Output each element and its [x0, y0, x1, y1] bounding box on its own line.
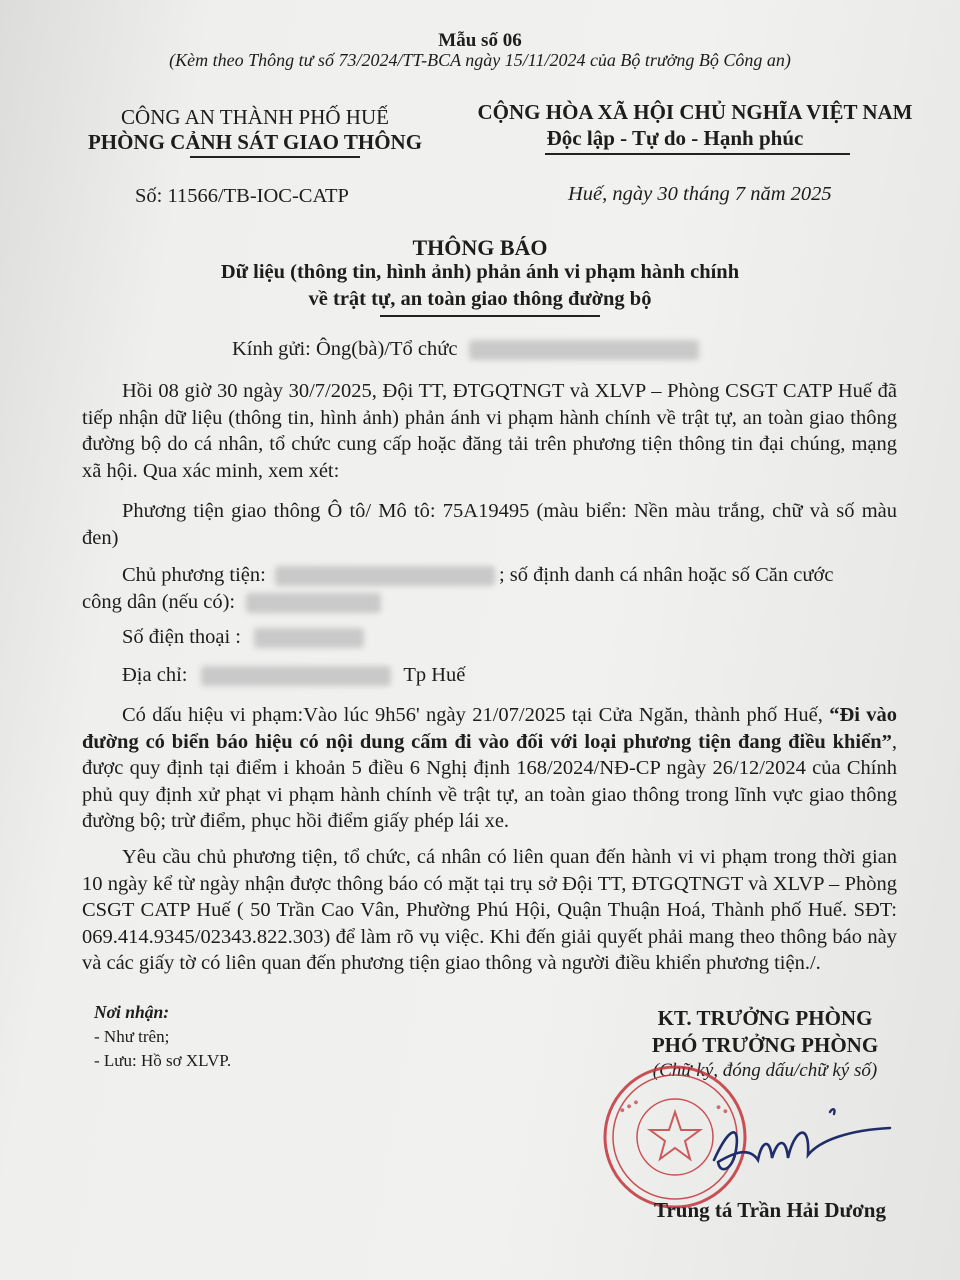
issuer-line1: CÔNG AN THÀNH PHỐ HUẾ — [121, 105, 389, 129]
place-date: Huế, ngày 30 tháng 7 năm 2025 — [568, 183, 832, 205]
address-city: Tp Huế — [403, 664, 466, 686]
owner-label: Chủ phương tiện: — [122, 564, 266, 586]
request-paragraph: Yêu cầu chủ phương tiện, tổ chức, cá nhân có liên quan đến hành vi vi phạm trong thời gian 10 ngày kể từ ngày nhận được thông báo có mặt tại trụ sở Đội TT, ĐTGQTNGT và XLVP – Phòng CSGT CATP Huế ( 50 Trần Cao Vân, Phường Phú Hội, Quận Thuận Hoá, Thành phố Huế. SĐT: 069.414.9345/02343.822.303) để làm rõ vụ việc. Khi đến giải quyết phải mang theo thông báo này và các giấy tờ có liên quan đến phương tiện giao thông và người điều khiển phương tiện./. — [82, 846, 897, 974]
recipient-line — [232, 336, 699, 362]
issuer-line2: PHÒNG CẢNH SÁT GIAO THÔNG — [87, 130, 423, 154]
phone-label: Số điện thoại : — [122, 626, 242, 648]
recipients-item-2: - Lưu: Hồ sơ XLVP. — [94, 1051, 232, 1070]
signature-title-1: KT. TRƯỞNG PHÒNG — [657, 1006, 873, 1030]
document-number: Số: 11566/TB-IOC-CATP — [135, 185, 349, 207]
owner-id-label: ; số định danh cá nhân hoặc số Căn cước — [498, 564, 834, 586]
title-underline — [380, 315, 600, 317]
national-motto: Độc lập - Tự do - Hạnh phúc — [546, 126, 804, 150]
recipient-label: Kính gửi: Ông(bà)/Tổ chức — [232, 338, 458, 360]
recipients-title: Nơi nhận: — [94, 1002, 170, 1022]
form-reference: (Kèm theo Thông tư số 73/2024/TT-BCA ngày 15/11/2024 của Bộ trưởng Bộ Công an) — [169, 50, 791, 70]
signatory-name: Trung tá Trần Hải Dương — [654, 1198, 886, 1222]
violation-paragraph — [82, 702, 897, 835]
redacted-phone — [254, 628, 364, 648]
owner-id-label2: công dân (nếu có): — [82, 591, 236, 613]
document-title: THÔNG BÁO — [412, 235, 548, 260]
issuer-underline — [190, 156, 360, 158]
motto-underline — [545, 153, 850, 155]
signature-title-2: PHÓ TRƯỞNG PHÒNG — [651, 1033, 879, 1057]
redacted-recipient — [469, 340, 699, 360]
phone-line — [122, 624, 364, 650]
address-line — [122, 662, 465, 688]
violation-quote: “Đi vào đường có biển báo hiệu có nội dung cấm đi vào đối với loại phương tiện đang điều khiển” — [82, 704, 898, 753]
violation-lead: Có dấu hiệu vi phạm:Vào lúc 9h56' ngày 21/07/2025 tại Cửa Ngăn, thành phố Huế, — [122, 704, 823, 726]
owner-line — [122, 562, 833, 588]
document-subtitle-2: về trật tự, an toàn giao thông đường bộ — [308, 288, 652, 310]
signature-note: (Chữ ký, đóng dấu/chữ ký số) — [652, 1060, 878, 1081]
document-subtitle-1: Dữ liệu (thông tin, hình ảnh) phản ánh vi phạm hành chính — [220, 261, 740, 283]
handwritten-signature — [700, 1100, 900, 1190]
redacted-owner-name — [275, 566, 495, 586]
owner-id-line — [82, 589, 381, 615]
vehicle-paragraph: Phương tiện giao thông Ô tô/ Mô tô: 75A19495 (màu biển: Nền màu trắng, chữ và số màu đen) — [82, 500, 897, 549]
form-number: Mẫu số 06 — [438, 30, 522, 51]
redacted-owner-id — [246, 593, 381, 613]
svg-text:● ● ●: ● ● ● — [617, 1096, 641, 1116]
redacted-address — [201, 666, 391, 686]
recipients-item-1: - Như trên; — [94, 1027, 170, 1046]
national-title: CỘNG HÒA XÃ HỘI CHỦ NGHĨA VIỆT NAM — [477, 100, 913, 124]
violation-rest: , được quy định tại điểm i khoản 5 điều 6 Nghị định 168/2024/NĐ-CP ngày 26/12/2024 của Chính phủ quy định xử phạt vi phạm hành chính về trật tự, an toàn giao thông trong lĩnh vực giao thông đường bộ; trừ điểm, phục hồi điểm giấy phép lái xe. — [82, 730, 897, 832]
svg-text:● ●: ● ● — [713, 1101, 731, 1117]
intro-paragraph: Hồi 08 giờ 30 ngày 30/7/2025, Đội TT, ĐTGQTNGT và XLVP – Phòng CSGT CATP Huế đã tiếp nhận dữ liệu (thông tin, hình ảnh) phản ánh vi phạm hành chính về trật tự, an toàn giao thông đường bộ do cá nhân, tổ chức cung cấp hoặc đăng tải trên phương tiện thông tin đại chúng, mạng xã hội. Qua xác minh, xem xét: — [82, 380, 897, 482]
address-label: Địa chỉ: — [122, 664, 188, 686]
